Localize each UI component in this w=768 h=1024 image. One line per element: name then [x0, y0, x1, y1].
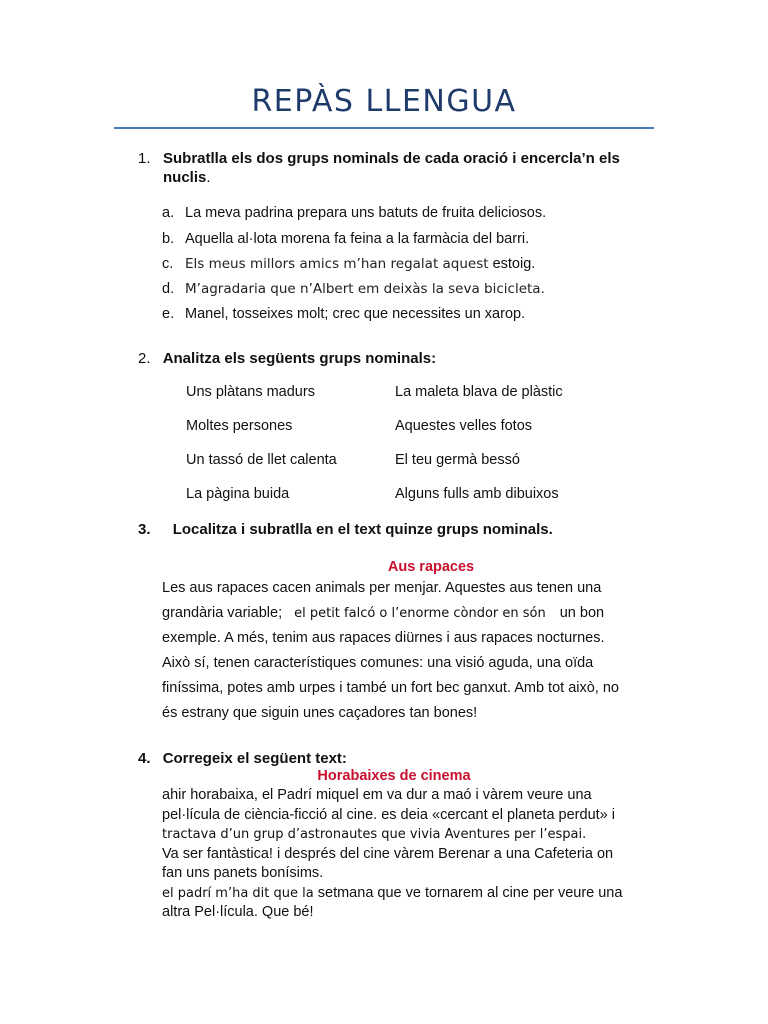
question-number: 1. — [138, 150, 151, 167]
question-text: Analitza els següents grups nominals: — [162, 350, 437, 367]
item-letter: e. — [162, 306, 175, 322]
nominal-group: La pàgina buida — [186, 486, 290, 502]
list-item — [162, 306, 526, 322]
question-text: Subratlla els dos grups nominals de cada oració i encercla’n els nuclis — [163, 150, 620, 186]
section-heading: Horabaixes de cinema — [317, 768, 471, 784]
paragraph-aus-rapaces — [162, 576, 619, 726]
text-line: Les aus rapaces cacen animals per menjar. Aquestes aus tenen una — [162, 580, 602, 596]
paragraph-horabaixes — [162, 786, 622, 923]
item-letter: d. — [162, 281, 175, 297]
title-divider — [114, 127, 654, 129]
item-text: Manel, tosseixes molt; crec que necessites un xarop. — [185, 306, 526, 322]
text-line: Va ser fantàstica! i després del cine vàrem Berenar a una Cafeteria on — [162, 845, 614, 862]
text-line: fan uns panets bonísims. — [162, 865, 324, 881]
section-heading: Aus rapaces — [387, 559, 475, 575]
nominal-group: El teu germà bessó — [395, 452, 520, 468]
nominal-group: La maleta blava de plàstic — [395, 384, 563, 400]
question-text: Corregeix el següent text: — [162, 750, 347, 767]
list-item — [162, 231, 530, 247]
item-text: M’agradaria que n’Albert em deixàs la seva bicicleta. — [185, 281, 545, 297]
question-4 — [138, 750, 347, 767]
nominal-group: Alguns fulls amb dibuixos — [395, 486, 559, 502]
text-line: el padrí m’ha dit que la setmana que ve tornarem al cine per veure una — [162, 884, 623, 901]
text-line: és estrany que siguin unes caçadores tan bones! — [162, 705, 478, 721]
question-3 — [138, 521, 553, 538]
page-title: REPÀS LLENGUA — [251, 84, 517, 119]
text-line: Això sí, tenen característiques comunes: una visió aguda, una oïda — [162, 655, 594, 671]
question-2 — [138, 350, 436, 367]
text-line: grandària variable; el petit falcó o l’enorme còndor en són un bon — [162, 605, 605, 621]
item-text: Els meus millors amics m’han regalat aquest — [185, 256, 489, 272]
list-item — [162, 205, 547, 221]
question-number: 4. — [138, 750, 151, 767]
nominal-group: Moltes persones — [186, 418, 293, 434]
text-line: altra Pel·lícula. Que bé! — [162, 904, 314, 920]
item-text: Aquella al·lota morena fa feina a la farmàcia del barri. — [185, 231, 530, 247]
item-letter: c. — [162, 256, 174, 272]
nominal-group: Un tassó de llet calenta — [186, 452, 337, 468]
item-letter: b. — [162, 231, 175, 247]
text-line: tractava d’un grup d’astronautes que vivia Aventures per l’espai. — [162, 827, 587, 842]
question-number: 3. — [138, 521, 151, 538]
item-letter: a. — [162, 205, 175, 221]
question-period: . — [206, 169, 211, 186]
item-text: La meva padrina prepara uns batuts de fruita deliciosos. — [185, 205, 547, 221]
text-line: exemple. A més, tenim aus rapaces diürnes i aus rapaces nocturnes. — [162, 630, 605, 646]
nominal-group: Aquestes velles fotos — [395, 418, 533, 434]
nominal-group: Uns plàtans madurs — [186, 384, 315, 400]
question-number: 2. — [138, 350, 151, 367]
list-item — [162, 281, 545, 297]
text-line: finíssima, potes amb urpes i també un fort bec ganxut. Amb tot això, no — [162, 680, 619, 696]
text-line: pel·lícula de ciència-ficció al cine. es deia «cercant el planeta perdut» i — [162, 806, 615, 823]
question-text: Localitza i subratlla en el text quinze grups nominals. — [172, 521, 553, 538]
text-line: ahir horabaixa, el Padrí miquel em va dur a maó i vàrem veure una — [162, 787, 592, 803]
item-text-tail: estoig. — [488, 256, 536, 272]
list-item — [162, 256, 536, 272]
